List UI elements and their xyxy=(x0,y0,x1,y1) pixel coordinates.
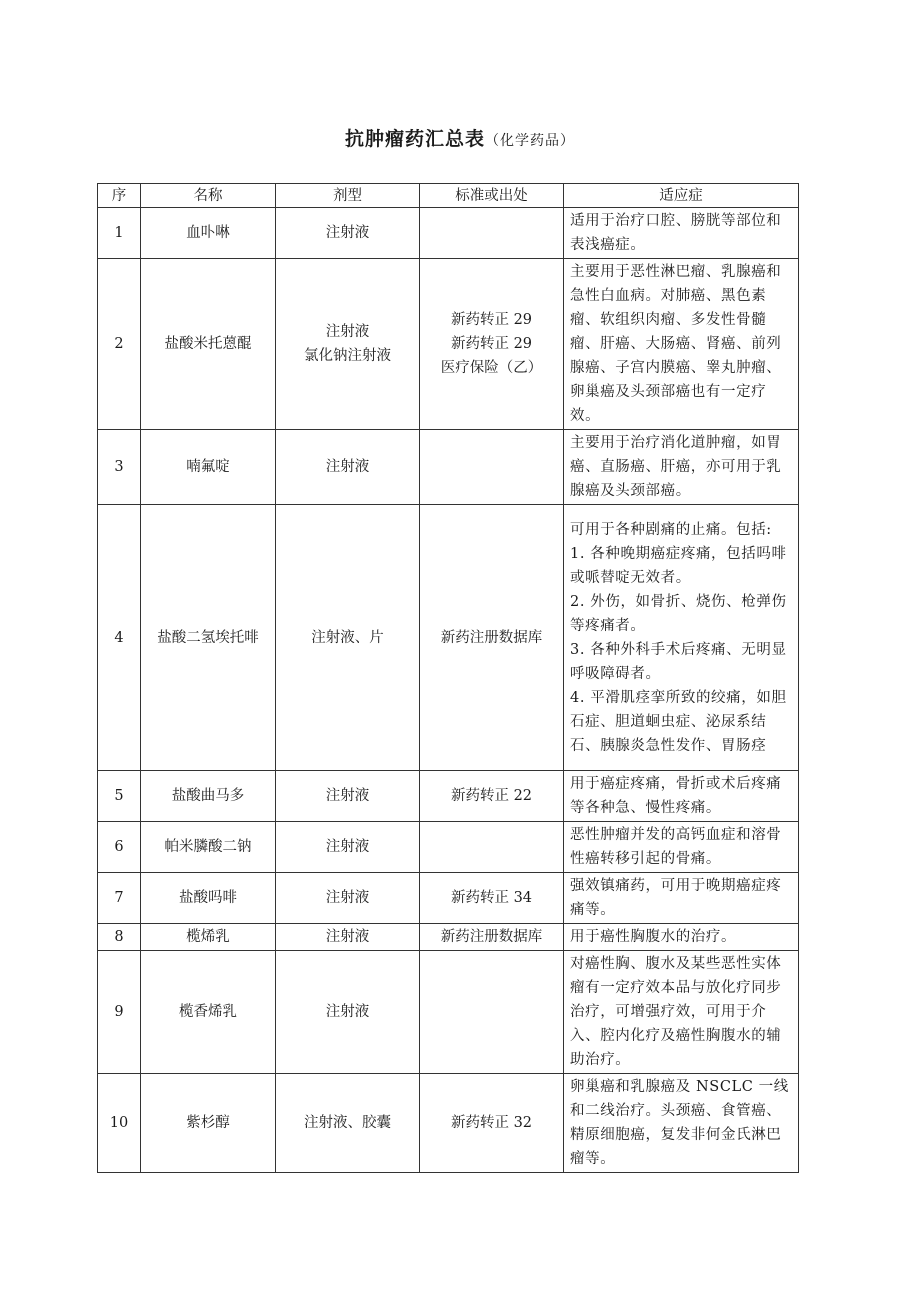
cell-form: 注射液 xyxy=(276,873,420,924)
drug-summary-table xyxy=(97,183,799,1173)
cell-form: 注射液、片 xyxy=(276,505,420,771)
cell-form: 注射液 xyxy=(276,951,420,1074)
cell-no: 8 xyxy=(98,924,141,951)
table-row xyxy=(98,259,799,430)
cell-form: 注射液 xyxy=(276,208,420,259)
cell-indication: 主要用于治疗消化道肿瘤，如胃癌、直肠癌、肝癌，亦可用于乳腺癌及头颈部癌。 xyxy=(564,430,799,505)
cell-form: 注射液 xyxy=(276,771,420,822)
cell-form: 注射液 xyxy=(276,822,420,873)
cell-name: 盐酸曲马多 xyxy=(141,771,276,822)
table-body xyxy=(98,208,799,1173)
cell-standard xyxy=(420,208,564,259)
cell-indication: 可用于各种剧痛的止痛。包括: 1. 各种晚期癌症疼痛，包括吗啡或哌替啶无效者。 2. 外伤，如骨折、烧伤、枪弹伤等疼痛者。 3. 各种外科手术后疼痛、无明显呼吸障碍者。 4. 平滑肌痉挛所致的绞痛，如胆石症、胆道蛔虫症、泌尿系结石、胰腺炎急性发作、胃肠痉 xyxy=(564,505,799,771)
cell-standard xyxy=(420,822,564,873)
cell-standard xyxy=(420,430,564,505)
page-title xyxy=(0,124,920,151)
cell-indication: 用于癌性胸腹水的治疗。 xyxy=(564,924,799,951)
cell-name: 紫杉醇 xyxy=(141,1074,276,1173)
cell-name: 帕米膦酸二钠 xyxy=(141,822,276,873)
cell-name: 喃氟啶 xyxy=(141,430,276,505)
cell-no: 6 xyxy=(98,822,141,873)
cell-standard: 新药转正 32 xyxy=(420,1074,564,1173)
cell-name: 盐酸二氢埃托啡 xyxy=(141,505,276,771)
cell-form: 注射液 xyxy=(276,924,420,951)
cell-indication: 恶性肿瘤并发的高钙血症和溶骨性癌转移引起的骨痛。 xyxy=(564,822,799,873)
table-header-row xyxy=(98,184,799,208)
cell-indication: 强效镇痛药，可用于晚期癌症疼痛等。 xyxy=(564,873,799,924)
cell-no: 3 xyxy=(98,430,141,505)
table-row xyxy=(98,505,799,771)
cell-standard: 新药转正 29 新药转正 29 医疗保险（乙） xyxy=(420,259,564,430)
cell-indication: 卵巢癌和乳腺癌及 NSCLC 一线和二线治疗。头颈癌、食管癌、精原细胞癌，复发非何金氏淋巴瘤等。 xyxy=(564,1074,799,1173)
cell-no: 2 xyxy=(98,259,141,430)
cell-no: 5 xyxy=(98,771,141,822)
table-row xyxy=(98,951,799,1074)
cell-name: 榄烯乳 xyxy=(141,924,276,951)
table-row xyxy=(98,924,799,951)
cell-form: 注射液 氯化钠注射液 xyxy=(276,259,420,430)
cell-indication: 适用于治疗口腔、膀胱等部位和表浅癌症。 xyxy=(564,208,799,259)
cell-no: 9 xyxy=(98,951,141,1074)
cell-name: 盐酸米托蒽醌 xyxy=(141,259,276,430)
cell-standard: 新药注册数据库 xyxy=(420,924,564,951)
cell-no: 10 xyxy=(98,1074,141,1173)
cell-standard: 新药转正 34 xyxy=(420,873,564,924)
cell-indication: 用于癌症疼痛，骨折或术后疼痛等各种急、慢性疼痛。 xyxy=(564,771,799,822)
cell-form: 注射液、胶囊 xyxy=(276,1074,420,1173)
cell-no: 1 xyxy=(98,208,141,259)
cell-no: 7 xyxy=(98,873,141,924)
cell-name: 盐酸吗啡 xyxy=(141,873,276,924)
cell-indication: 主要用于恶性淋巴瘤、乳腺癌和急性白血病。对肺癌、黑色素瘤、软组织肉瘤、多发性骨髓瘤、肝癌、大肠癌、肾癌、前列腺癌、子宫内膜癌、睾丸肿瘤、卵巢癌及头颈部癌也有一定疗效。 xyxy=(564,259,799,430)
header-name: 名称 xyxy=(141,184,276,208)
cell-no: 4 xyxy=(98,505,141,771)
document-subtitle: （化学药品） xyxy=(485,133,575,149)
header-no: 序 xyxy=(98,184,141,208)
cell-name: 榄香烯乳 xyxy=(141,951,276,1074)
table-row xyxy=(98,822,799,873)
cell-standard: 新药转正 22 xyxy=(420,771,564,822)
table-row xyxy=(98,208,799,259)
cell-standard: 新药注册数据库 xyxy=(420,505,564,771)
cell-indication: 对癌性胸、腹水及某些恶性实体瘤有一定疗效本品与放化疗同步治疗，可增强疗效，可用于介入、腔内化疗及癌性胸腹水的辅助治疗。 xyxy=(564,951,799,1074)
table-row xyxy=(98,873,799,924)
table-row xyxy=(98,1074,799,1173)
document-title: 抗肿瘤药汇总表 xyxy=(344,128,485,150)
table-row xyxy=(98,430,799,505)
cell-standard xyxy=(420,951,564,1074)
cell-form: 注射液 xyxy=(276,430,420,505)
cell-name: 血卟啉 xyxy=(141,208,276,259)
header-standard: 标准或出处 xyxy=(420,184,564,208)
header-indication: 适应症 xyxy=(564,184,799,208)
table-row xyxy=(98,771,799,822)
header-form: 剂型 xyxy=(276,184,420,208)
